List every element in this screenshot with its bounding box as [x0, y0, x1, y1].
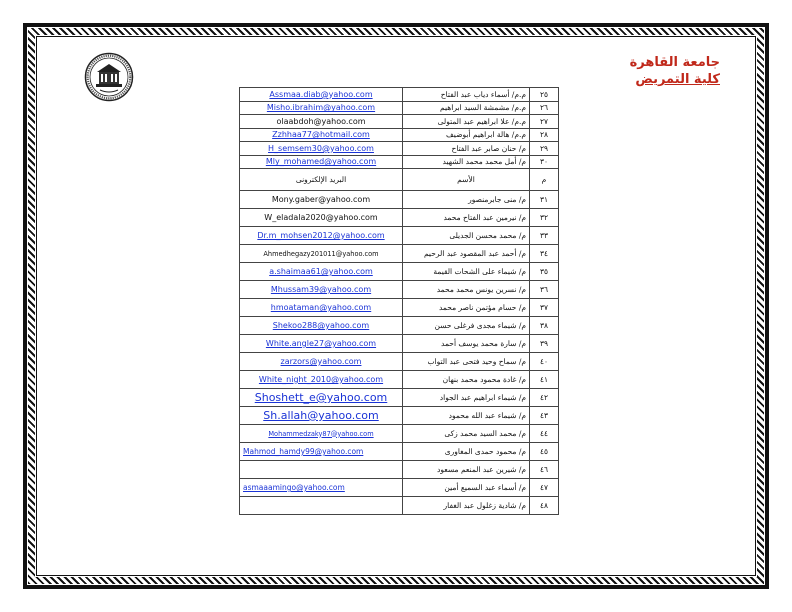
email-cell[interactable]: Zzhhaa77@hotmail.com — [240, 128, 403, 142]
email-cell[interactable]: hmoataman@yahoo.com — [240, 299, 403, 317]
name-cell: م.م/ مشمشة السيد ابراهيم — [403, 101, 530, 115]
row-number-cell: ٣٩ — [530, 335, 559, 353]
email-cell[interactable]: Mony.gaber@yahoo.com — [240, 191, 403, 209]
row-number-cell: ٢٦ — [530, 101, 559, 115]
row-number-cell: ٤٤ — [530, 425, 559, 443]
row-number-cell: ٣٨ — [530, 317, 559, 335]
row-number-cell: ٣١ — [530, 191, 559, 209]
row-number-cell: ٣٢ — [530, 209, 559, 227]
table-row — [240, 299, 559, 317]
document-header — [630, 54, 720, 88]
table-row — [240, 281, 559, 299]
name-cell: م/ سارة محمد يوسف أحمد — [403, 335, 530, 353]
table-row — [240, 443, 559, 461]
email-cell[interactable]: W_eladala2020@yahoo.com — [240, 209, 403, 227]
name-cell: م.م/ أسماء دياب عبد الفتاح — [403, 88, 530, 102]
university-name: جامعة القاهرة — [629, 55, 720, 70]
name-cell: م/ شادية زغلول عبد الغفار — [403, 497, 530, 515]
row-number-cell: ٤٧ — [530, 479, 559, 497]
university-seal-icon — [84, 52, 134, 102]
row-number-cell: ٤٠ — [530, 353, 559, 371]
email-cell[interactable]: White_night_2010@yahoo.com — [240, 371, 403, 389]
row-number-cell: ٣٠ — [530, 155, 559, 169]
name-cell: م.م/ هالة ابراهيم أبوضيف — [403, 128, 530, 142]
row-number-cell: ٤٦ — [530, 461, 559, 479]
table-row — [240, 115, 559, 129]
row-number-cell: ٢٨ — [530, 128, 559, 142]
table-row — [240, 263, 559, 281]
row-number-cell: ٣٧ — [530, 299, 559, 317]
row-number-cell: ٤١ — [530, 371, 559, 389]
email-cell[interactable]: H_semsem30@yahoo.com — [240, 142, 403, 156]
row-number-cell: ٢٥ — [530, 88, 559, 102]
email-cell[interactable]: a.shaimaa61@yahoo.com — [240, 263, 403, 281]
email-cell[interactable]: Dr.m_mohsen2012@yahoo.com — [240, 227, 403, 245]
row-number-cell: ٤٥ — [530, 443, 559, 461]
row-number-cell: ٣٦ — [530, 281, 559, 299]
name-cell: م/ محمد السيد محمد زكى — [403, 425, 530, 443]
column-header-number: م — [530, 169, 559, 191]
table-row — [240, 461, 559, 479]
email-cell[interactable]: Mahmod_hamdy99@yahoo.com — [240, 443, 403, 461]
table-row — [240, 191, 559, 209]
name-cell: م/ شيرين عبد المنعم مسعود — [403, 461, 530, 479]
staff-email-table — [239, 87, 559, 515]
table-row — [240, 317, 559, 335]
email-cell[interactable]: Misho.ibrahim@yahoo.com — [240, 101, 403, 115]
name-cell: م/ أسماء عبد السميع أمين — [403, 479, 530, 497]
name-cell: م/ أحمد عبد المقصود عبد الرحيم — [403, 245, 530, 263]
table-row — [240, 209, 559, 227]
table-row — [240, 371, 559, 389]
name-cell: م/ شيماء على الشحات القيمة — [403, 263, 530, 281]
name-cell: م/ أمل محمد محمد الشهيد — [403, 155, 530, 169]
name-cell: م/ حنان صابر عبد الفتاح — [403, 142, 530, 156]
email-cell[interactable]: Shekoo288@yahoo.com — [240, 317, 403, 335]
name-cell: م/ سماح وحيد فتحى عبد التواب — [403, 353, 530, 371]
table-header-row — [240, 169, 559, 191]
email-cell[interactable]: zarzors@yahoo.com — [240, 353, 403, 371]
email-cell[interactable]: White.angle27@yahoo.com — [240, 335, 403, 353]
table-row — [240, 128, 559, 142]
table-row — [240, 425, 559, 443]
email-cell[interactable]: Mhussam39@yahoo.com — [240, 281, 403, 299]
name-cell: م/ غادة محمود محمد بنهان — [403, 371, 530, 389]
table-row — [240, 497, 559, 515]
row-number-cell: ٤٢ — [530, 389, 559, 407]
row-number-cell: ٣٣ — [530, 227, 559, 245]
table-row — [240, 389, 559, 407]
email-cell[interactable]: Shoshett_e@yahoo.com — [240, 389, 403, 407]
row-number-cell: ٤٨ — [530, 497, 559, 515]
table-row — [240, 479, 559, 497]
table-row — [240, 155, 559, 169]
row-number-cell: ٣٥ — [530, 263, 559, 281]
name-cell: م/ شيماء ابراهيم عبد الجواد — [403, 389, 530, 407]
email-cell[interactable]: Ahmedhegazy201011@yahoo.com — [240, 245, 403, 263]
column-header-name: الأسم — [403, 169, 530, 191]
name-cell: م/ شيماء عبد الله محمود — [403, 407, 530, 425]
column-header-email: البريد الإلكترونى — [240, 169, 403, 191]
name-cell: م/ محمود حمدى المغاورى — [403, 443, 530, 461]
name-cell: م/ حسام مؤتمن ناصر محمد — [403, 299, 530, 317]
faculty-name: كلية التمريض — [635, 72, 720, 87]
row-number-cell: ٣٤ — [530, 245, 559, 263]
email-cell[interactable]: asmaaamingo@yahoo.com — [240, 479, 403, 497]
name-cell: م/ محمد محسن الجديلى — [403, 227, 530, 245]
table-row — [240, 353, 559, 371]
table-row — [240, 335, 559, 353]
name-cell: م/ نسرين يونس محمد محمد — [403, 281, 530, 299]
name-cell: م/ شيماء مجدى فرغلى حسن — [403, 317, 530, 335]
table-row — [240, 142, 559, 156]
email-cell[interactable]: Mly_mohamed@yahoo.com — [240, 155, 403, 169]
table-row — [240, 245, 559, 263]
email-cell — [240, 461, 403, 479]
row-number-cell: ٤٣ — [530, 407, 559, 425]
row-number-cell: ٢٧ — [530, 115, 559, 129]
email-cell[interactable]: Mohammedzaky87@yahoo.com — [240, 425, 403, 443]
email-cell[interactable]: Assmaa.diab@yahoo.com — [240, 88, 403, 102]
table-row — [240, 101, 559, 115]
name-cell: م/ منى جابرمنصور — [403, 191, 530, 209]
table-row — [240, 88, 559, 102]
name-cell: م.م/ علا ابراهيم عبد المتولى — [403, 115, 530, 129]
row-number-cell: ٢٩ — [530, 142, 559, 156]
email-cell — [240, 497, 403, 515]
email-cell[interactable]: olaabdoh@yahoo.com — [240, 115, 403, 129]
table-row — [240, 227, 559, 245]
table-row — [240, 407, 559, 425]
name-cell: م/ نيرمين عبد الفتاح محمد — [403, 209, 530, 227]
email-cell[interactable]: Sh.allah@yahoo.com — [240, 407, 403, 425]
